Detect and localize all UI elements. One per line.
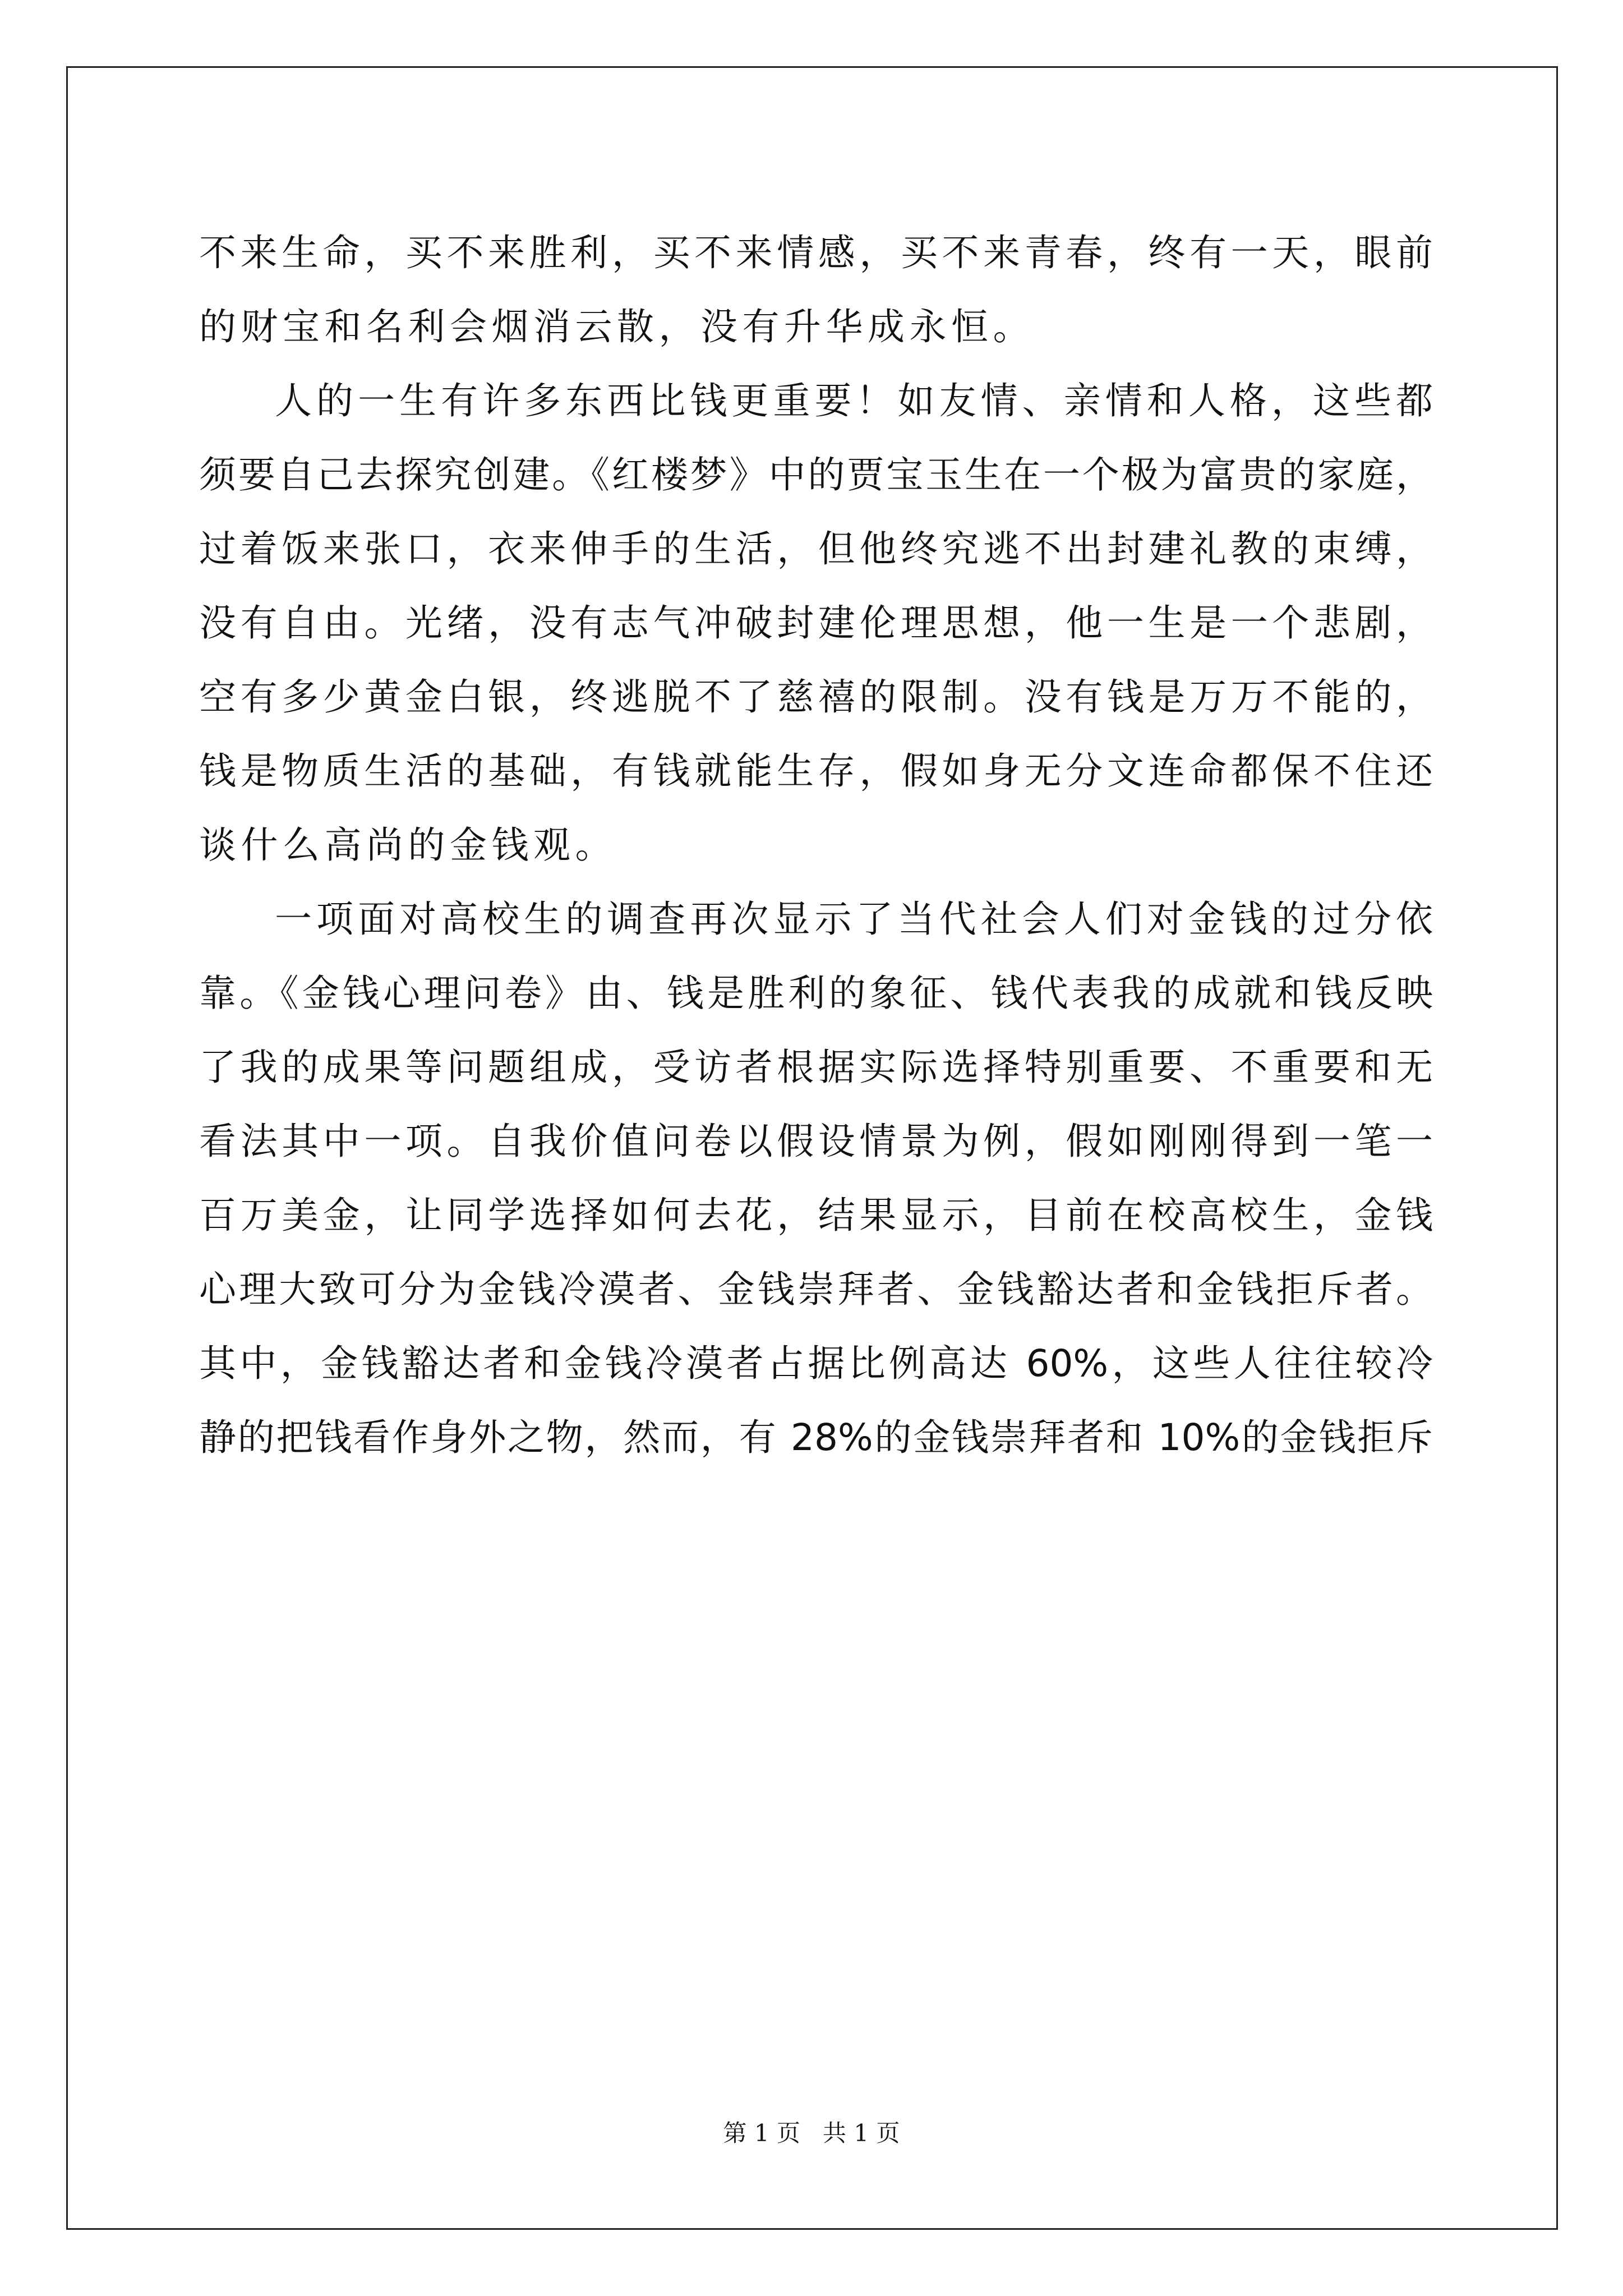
text-line: 的财宝和名利会烟消云散，没有升华成永恒。 (199, 305, 1035, 348)
text-line: 须要自己去探究创建。《红楼梦》中的贾宝玉生在一个极为富贵的家庭， (199, 453, 1433, 496)
text-line: 静的把钱看作身外之物，然而，有 28%的金钱崇拜者和 10%的金钱拒斥 (199, 1416, 1433, 1459)
text-line: 过着饭来张口，衣来伸手的生活，但他终究逃不出封建礼教的束缚， (199, 527, 1433, 570)
text-line: 钱是物质生活的基础，有钱就能生存，假如身无分文连命都保不住还 (199, 749, 1433, 793)
text-line: 靠。《金钱心理问卷》由、钱是胜利的象征、钱代表我的成就和钱反映 (199, 972, 1433, 1015)
page-total: 共 1 页 (823, 2119, 900, 2147)
paragraph-start-line: 一项面对高校生的调查再次显示了当代社会人们对金钱的过分依 (275, 898, 1433, 941)
text-line: 了我的成果等问题组成，受访者根据实际选择特别重要、不重要和无 (199, 1046, 1433, 1089)
text-line: 百万美金，让同学选择如何去花，结果显示，目前在校高校生，金钱 (199, 1194, 1433, 1237)
text-line: 其中，金钱豁达者和金钱冷漠者占据比例高达 60%，这些人往往较冷 (199, 1342, 1433, 1385)
text-line: 看法其中一项。自我价值问卷以假设情景为例，假如刚刚得到一笔一 (199, 1120, 1433, 1163)
paragraph-start-line: 人的一生有许多东西比钱更重要！如友情、亲情和人格，这些都 (275, 379, 1433, 422)
text-line: 不来生命，买不来胜利，买不来情感，买不来青春，终有一天，眼前 (199, 231, 1433, 274)
page-footer (0, 2115, 1623, 2148)
text-line: 没有自由。光绪，没有志气冲破封建伦理思想，他一生是一个悲剧， (199, 601, 1433, 645)
text-line: 心理大致可分为金钱冷漠者、金钱崇拜者、金钱豁达者和金钱拒斥者。 (199, 1268, 1433, 1311)
text-line: 空有多少黄金白银，终逃脱不了慈禧的限制。没有钱是万万不能的， (199, 675, 1433, 719)
page-number: 第 1 页 (723, 2119, 800, 2147)
text-line: 谈什么高尚的金钱观。 (199, 823, 617, 867)
document-body (199, 216, 1433, 1475)
